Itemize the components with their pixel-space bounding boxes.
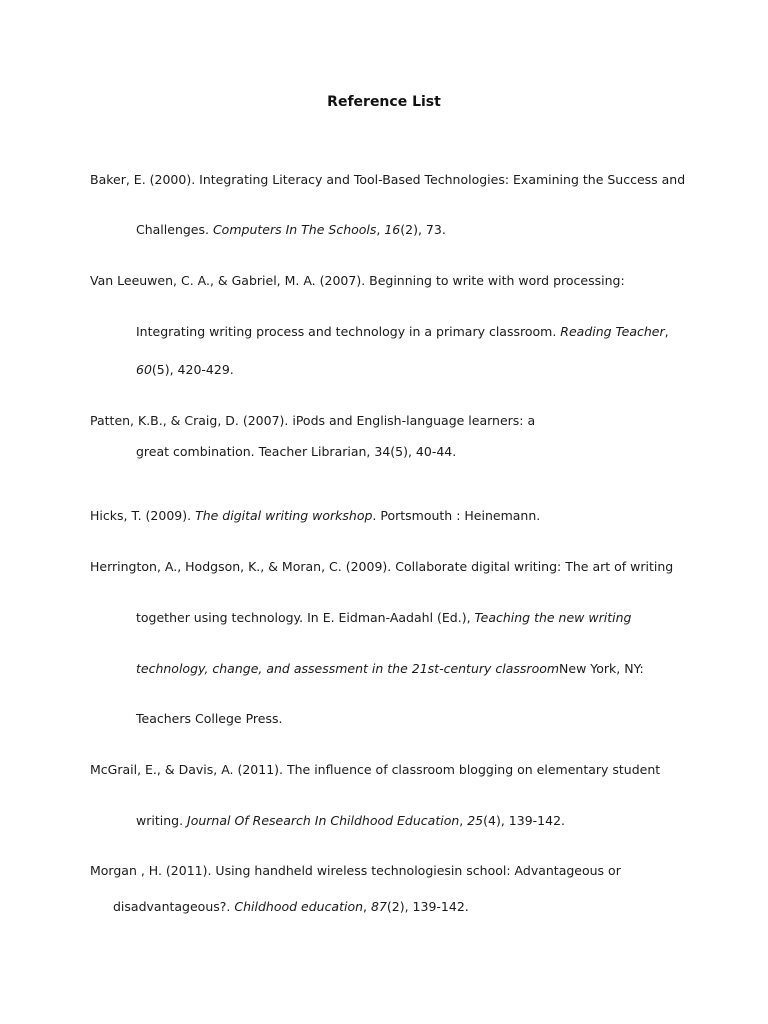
reference-baker-line-2: Challenges. Computers In The Schools, 16(2), 73. xyxy=(136,222,446,237)
reference-morgan-line-2: disadvantageous?. Childhood education, 87(2), 139-142. xyxy=(113,899,469,914)
reference-mcgrail-line-1: McGrail, E., & Davis, A. (2011). The influence of classroom blogging on elementary student xyxy=(90,762,661,777)
reference-patten-line-2: great combination. Teacher Librarian, 34(5), 40-44. xyxy=(136,444,457,459)
reference-herrington-line-1: Herrington, A., Hodgson, K., & Moran, C. (2009). Collaborate digital writing: The art of writing xyxy=(90,559,674,574)
reference-morgan-line-1: Morgan , H. (2011). Using handheld wireless technologiesin school: Advantageous or xyxy=(90,863,621,878)
reference-herrington-line-3: technology, change, and assessment in the 21st-century classroomNew York, NY: xyxy=(136,661,644,676)
reference-hicks-line-1: Hicks, T. (2009). The digital writing workshop. Portsmouth : Heinemann. xyxy=(90,508,541,523)
page-title: Reference List xyxy=(327,94,441,110)
reference-vanleeuwen-line-3: 60(5), 420-429. xyxy=(136,362,234,377)
reference-herrington-line-4: Teachers College Press. xyxy=(136,711,283,726)
reference-vanleeuwen-line-1: Van Leeuwen, C. A., & Gabriel, M. A. (2007). Beginning to write with word processing: xyxy=(90,273,625,288)
reference-baker-line-1: Baker, E. (2000). Integrating Literacy and Tool-Based Technologies: Examining the Success and xyxy=(90,172,686,187)
reference-herrington-line-2: together using technology. In E. Eidman-Aadahl (Ed.), Teaching the new writing xyxy=(136,610,632,625)
reference-vanleeuwen-line-2: Integrating writing process and technology in a primary classroom. Reading Teacher, xyxy=(136,324,669,339)
reference-mcgrail-line-2: writing. Journal Of Research In Childhood Education, 25(4), 139-142. xyxy=(136,813,565,828)
reference-patten-line-1: Patten, K.B., & Craig, D. (2007). iPods and English-language learners: a xyxy=(90,413,536,428)
